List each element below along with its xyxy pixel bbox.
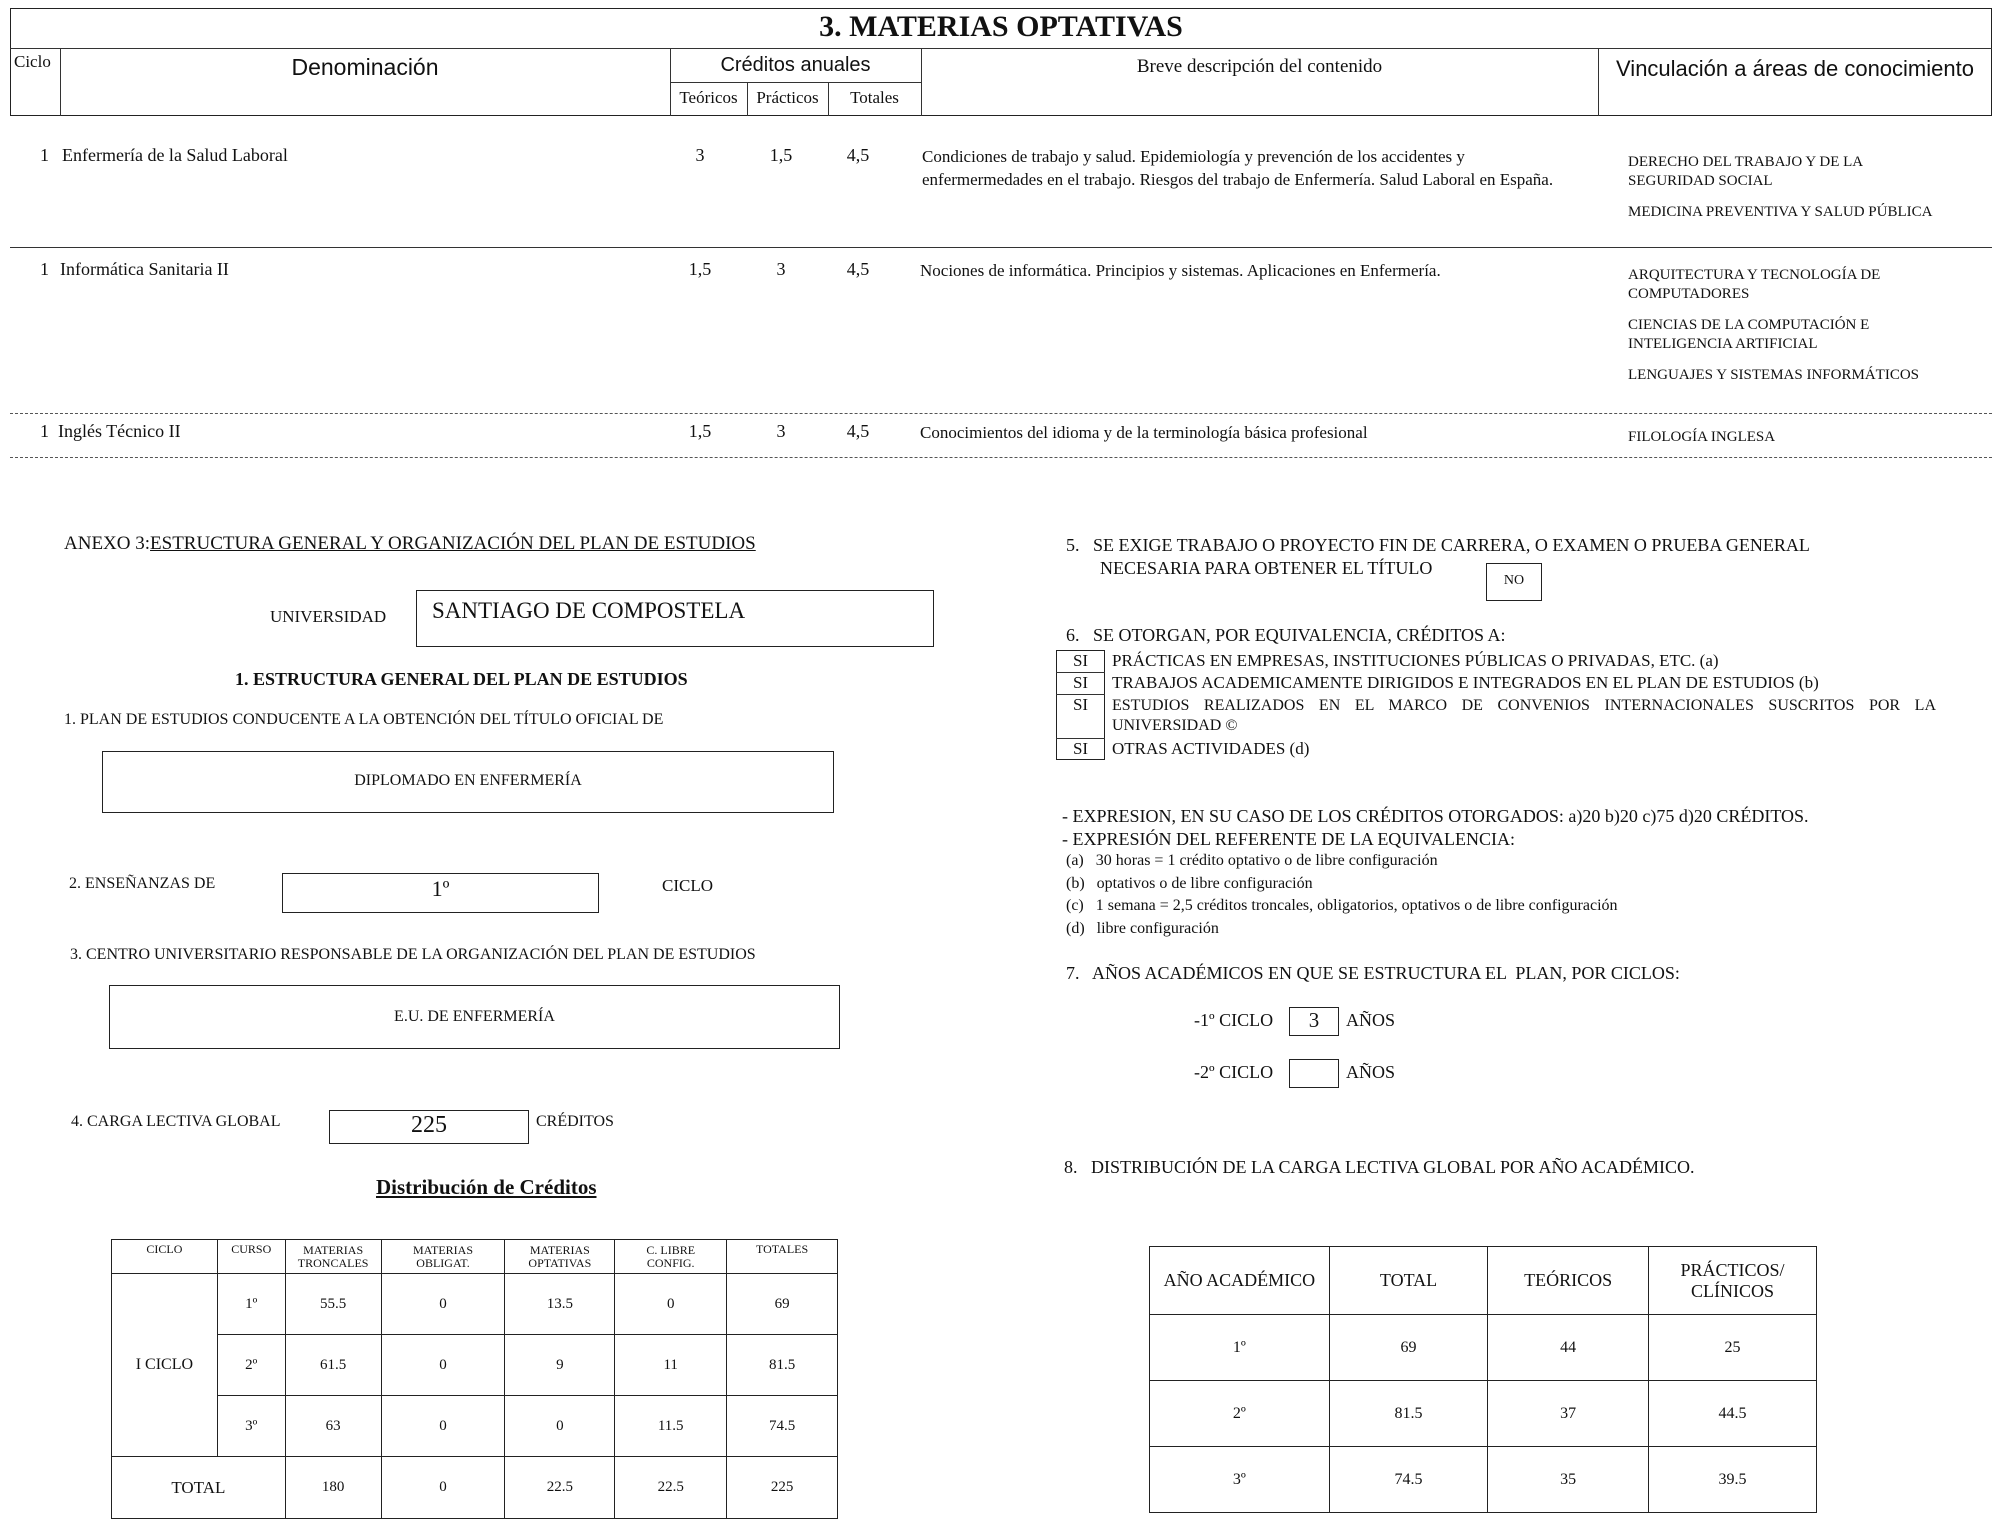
- table-row: [1150, 1381, 1817, 1447]
- q6-item: ESTUDIOS REALIZADOS EN EL MARCO DE CONVENIOS INTERNACIONALES SUSCRITOS POR LA UNIVERSIDAD ©: [1112, 697, 1936, 734]
- dist-header-cell: C. LIBRE CONFIG.: [615, 1240, 727, 1274]
- dist-header-cell: MATERIAS OPTATIVAS: [505, 1240, 615, 1274]
- row-area: DERECHO DEL TRABAJO Y DE LA SEGURIDAD SOCIAL: [1628, 154, 1863, 189]
- table-cell: 81.5: [1329, 1381, 1488, 1447]
- anexo-title: ANEXO 3:ESTRUCTURA GENERAL Y ORGANIZACIÓN DEL PLAN DE ESTUDIOS: [64, 533, 756, 554]
- table-cell: 225: [727, 1457, 838, 1519]
- row-ciclo: 1: [40, 259, 49, 279]
- table-cell: 81.5: [727, 1335, 838, 1396]
- row-teoricos: 1,5: [688, 259, 712, 279]
- table-cell: 69: [727, 1274, 838, 1335]
- table-row: [112, 1396, 838, 1457]
- table-cell: 2º: [217, 1335, 285, 1396]
- table-cell: 11.5: [615, 1396, 727, 1457]
- expr-creditos: - EXPRESION, EN SU CASO DE LOS CRÉDITOS OTORGADOS: a)20 b)20 c)75 d)20 CRÉDITOS.: [1062, 806, 1809, 826]
- dist-header-cell: CICLO: [112, 1240, 218, 1274]
- col-practicos-header: Prácticos: [756, 88, 819, 107]
- table-cell: 1º: [1150, 1315, 1330, 1381]
- si-mark: SI: [1072, 695, 1089, 714]
- table-cell: 0: [381, 1457, 505, 1519]
- universidad-value: SANTIAGO DE COMPOSTELA: [432, 598, 746, 623]
- q6-label: 6. SE OTORGAN, POR EQUIVALENCIA, CRÉDITOS A:: [1066, 625, 1506, 645]
- year-header-cell: TOTAL: [1329, 1247, 1488, 1315]
- year-header-cell: TEÓRICOS: [1488, 1247, 1649, 1315]
- col-totales-header: Totales: [850, 88, 899, 107]
- expr-referente: - EXPRESIÓN DEL REFERENTE DE LA EQUIVALENCIA:: [1062, 829, 1515, 849]
- row-area: CIENCIAS DE LA COMPUTACIÓN E INTELIGENCIA ARTIFICIAL: [1628, 317, 1870, 352]
- table-cell: 11: [615, 1335, 727, 1396]
- ciclo1-value: 3: [1308, 1008, 1320, 1032]
- q8-label: 8. DISTRIBUCIÓN DE LA CARGA LECTIVA GLOBAL POR AÑO ACADÉMICO.: [1064, 1157, 1695, 1177]
- table-cell: 61.5: [285, 1335, 381, 1396]
- row-description: Nociones de informática. Principios y sistemas. Aplicaciones en Enfermería.: [920, 261, 1441, 280]
- col-creditos-header: Créditos anuales: [720, 54, 871, 76]
- col-descripcion-header: Breve descripción del contenido: [1136, 56, 1383, 77]
- section-title: 1. ESTRUCTURA GENERAL DEL PLAN DE ESTUDIOS: [235, 669, 688, 689]
- dist-header-cell: MATERIAS OBLIGAT.: [381, 1240, 505, 1274]
- table-cell: 0: [505, 1396, 615, 1457]
- q3-label: 3. CENTRO UNIVERSITARIO RESPONSABLE DE LA ORGANIZACIÓN DEL PLAN DE ESTUDIOS: [70, 946, 756, 963]
- row-area: MEDICINA PREVENTIVA Y SALUD PÚBLICA: [1628, 204, 1933, 220]
- ciclo-label: CICLO: [662, 876, 713, 895]
- table-row: [1150, 1447, 1817, 1513]
- row-ciclo: 1: [40, 421, 49, 441]
- ref-item: (d) libre configuración: [1066, 920, 1219, 937]
- row-ciclo: 1: [40, 145, 49, 165]
- ciclo-value: 1º: [431, 876, 450, 901]
- ref-item: (a) 30 horas = 1 crédito optativo o de libre configuración: [1066, 852, 1438, 869]
- q5-label: 5. SE EXIGE TRABAJO O PROYECTO FIN DE CARRERA, O EXAMEN O PRUEBA GENERAL: [1066, 535, 1810, 555]
- table-cell: 0: [381, 1274, 505, 1335]
- row-name: Inglés Técnico II: [58, 421, 181, 441]
- anos-label: AÑOS: [1346, 1010, 1396, 1030]
- ref-item: (c) 1 semana = 2,5 créditos troncales, obligatorios, optativos o de libre configuración: [1066, 897, 1618, 914]
- table-cell: 1º: [217, 1274, 285, 1335]
- table-cell: 35: [1488, 1447, 1649, 1513]
- table-cell: 2º: [1150, 1381, 1330, 1447]
- table-cell: 74.5: [727, 1396, 838, 1457]
- row-teoricos: 1,5: [688, 421, 712, 441]
- q1-label: 1. PLAN DE ESTUDIOS CONDUCENTE A LA OBTENCIÓN DEL TÍTULO OFICIAL DE: [64, 711, 664, 728]
- table-cell: 9: [505, 1335, 615, 1396]
- table-cell: 55.5: [285, 1274, 381, 1335]
- year-table: [1149, 1246, 1817, 1513]
- dist-title: Distribución de Créditos: [376, 1175, 597, 1199]
- q4-label: 4. CARGA LECTIVA GLOBAL: [71, 1113, 281, 1130]
- row-practicos: 3: [776, 421, 786, 441]
- table-cell: 22.5: [615, 1457, 727, 1519]
- table-cell: 3º: [217, 1396, 285, 1457]
- row-teoricos: 3: [695, 145, 705, 165]
- table-cell: 37: [1488, 1381, 1649, 1447]
- si-mark: SI: [1072, 651, 1089, 670]
- table-cell: 22.5: [505, 1457, 615, 1519]
- col-vinculacion-header: Vinculación a áreas de conocimiento: [1616, 56, 1974, 81]
- year-header-cell: AÑO ACADÉMICO: [1150, 1247, 1330, 1315]
- row-practicos: 1,5: [769, 145, 793, 165]
- universidad-label: UNIVERSIDAD: [270, 607, 387, 626]
- creditos-label: CRÉDITOS: [536, 1113, 614, 1130]
- ciclo2-box: [1289, 1059, 1339, 1088]
- q6-item: PRÁCTICAS EN EMPRESAS, INSTITUCIONES PÚBLICAS O PRIVADAS, ETC. (a): [1112, 651, 1719, 670]
- row-area: LENGUAJES Y SISTEMAS INFORMÁTICOS: [1628, 367, 1919, 383]
- table-cell: 13.5: [505, 1274, 615, 1335]
- anos-label: AÑOS: [1346, 1062, 1396, 1082]
- table-cell: 25: [1649, 1315, 1817, 1381]
- total-label: TOTAL: [112, 1457, 286, 1519]
- ciclo2-label: -2º CICLO: [1194, 1062, 1274, 1082]
- year-header-cell: PRÁCTICOS/ CLÍNICOS: [1649, 1247, 1817, 1315]
- table-cell: 44.5: [1649, 1381, 1817, 1447]
- q6-item: TRABAJOS ACADEMICAMENTE DIRIGIDOS E INTEGRADOS EN EL PLAN DE ESTUDIOS (b): [1112, 673, 1819, 692]
- table-row: [1150, 1315, 1817, 1381]
- row-description: Conocimientos del idioma y de la terminología básica profesional: [920, 423, 1368, 442]
- table-cell: 180: [285, 1457, 381, 1519]
- table-cell: 74.5: [1329, 1447, 1488, 1513]
- q2-label: 2. ENSEÑANZAS DE: [69, 875, 216, 892]
- ciclo1-label: -1º CICLO: [1194, 1010, 1274, 1030]
- total-row: [112, 1457, 838, 1519]
- year-header-row: [1150, 1247, 1817, 1315]
- row-practicos: 3: [776, 259, 786, 279]
- col-ciclo-header: Ciclo: [14, 52, 51, 71]
- carga-value: 225: [411, 1112, 447, 1138]
- table-cell: 63: [285, 1396, 381, 1457]
- row-totales: 4,5: [846, 421, 870, 441]
- q5-value: NO: [1503, 573, 1525, 588]
- si-mark: SI: [1072, 739, 1089, 758]
- row-area: FILOLOGÍA INGLESA: [1628, 429, 1776, 445]
- row-totales: 4,5: [846, 259, 870, 279]
- col-teoricos-header: Teóricos: [679, 88, 738, 107]
- q6-item: OTRAS ACTIVIDADES (d): [1112, 739, 1310, 758]
- ref-item: (b) optativos o de libre configuración: [1066, 875, 1313, 892]
- dist-header-cell: TOTALES: [727, 1240, 838, 1274]
- row-name: Enfermería de la Salud Laboral: [62, 145, 288, 165]
- dist-ciclo-cell: I CICLO: [112, 1274, 218, 1457]
- row-totales: 4,5: [846, 145, 870, 165]
- q7-label: 7. AÑOS ACADÉMICOS EN QUE SE ESTRUCTURA EL PLAN, POR CICLOS:: [1066, 963, 1680, 983]
- table-cell: 0: [615, 1274, 727, 1335]
- centro-value: E.U. DE ENFERMERÍA: [394, 1008, 555, 1025]
- q5-label-cont: NECESARIA PARA OBTENER EL TÍTULO: [1100, 558, 1433, 578]
- row-description: Condiciones de trabajo y salud. Epidemiología y prevención de los accidentes y enfermermedades en el trabajo. Riesgos del trabajo de Enfermería. Salud Laboral en España.: [922, 147, 1554, 189]
- table-cell: 0: [381, 1335, 505, 1396]
- titulo-value: DIPLOMADO EN ENFERMERÍA: [354, 772, 582, 789]
- col-denominacion-header: Denominación: [291, 54, 439, 80]
- row-area: ARQUITECTURA Y TECNOLOGÍA DE COMPUTADORES: [1628, 267, 1881, 302]
- table-cell: 69: [1329, 1315, 1488, 1381]
- table-cell: 3º: [1150, 1447, 1330, 1513]
- row-name: Informática Sanitaria II: [60, 259, 229, 279]
- dist-header-cell: CURSO: [217, 1240, 285, 1274]
- table-row: [112, 1335, 838, 1396]
- table-cell: 0: [381, 1396, 505, 1457]
- optativas-title: 3. MATERIAS OPTATIVAS: [819, 10, 1183, 43]
- table-cell: 39.5: [1649, 1447, 1817, 1513]
- si-mark: SI: [1072, 673, 1089, 692]
- dist-header-cell: MATERIAS TRONCALES: [285, 1240, 381, 1274]
- table-row: [112, 1274, 838, 1335]
- dist-table: [111, 1239, 838, 1519]
- dist-header-row: [112, 1240, 838, 1274]
- table-cell: 44: [1488, 1315, 1649, 1381]
